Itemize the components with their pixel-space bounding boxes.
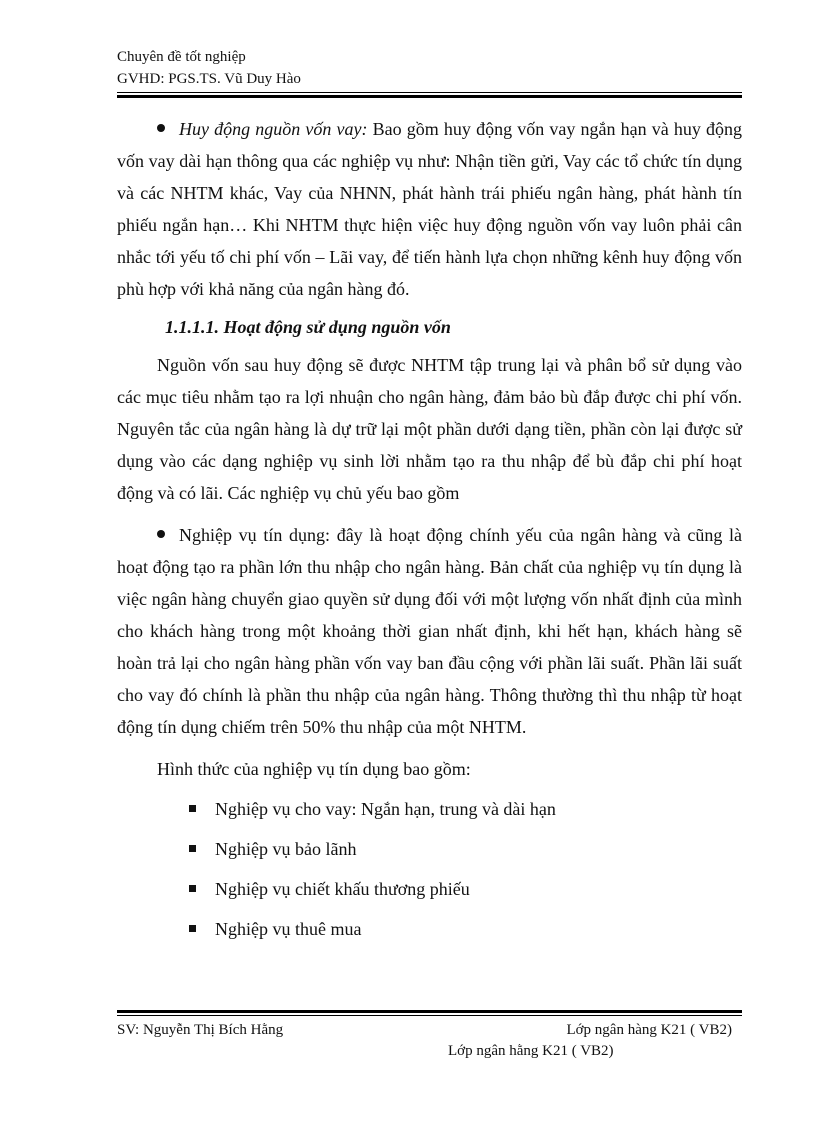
- header-title: Chuyên đề tốt nghiệp: [117, 49, 246, 65]
- paragraph-text: Bao gồm huy động vốn vay ngắn hạn và huy động vốn vay dài hạn thông qua các nghiệp vụ như: Nhận tiền gửi, Vay các tổ chức tín dụng và các NHTM khác, Vay của NHNN, phát hành trái phiếu ngân hàng, phát hành tín phiếu ngắn hạn… Khi NHTM thực hiện việc huy động nguồn vốn vay luôn phải cân nhắc tới yếu tố chi phí vốn – Lãi vay, để tiến hành lựa chọn những kênh huy động vốn phù hợp với khả năng của ngân hàng đó.: [117, 119, 743, 299]
- header-rule-thick: [117, 95, 742, 98]
- credit-forms-list: [117, 797, 742, 941]
- square-bullet-icon: [189, 845, 196, 852]
- header-rule-thin: [117, 92, 742, 93]
- section-heading: 1.1.1.1. Hoạt động sử dụng nguồn vốn: [165, 317, 451, 337]
- page-header: [117, 46, 742, 90]
- paragraph-text: Nghiệp vụ tín dụng: đây là hoạt động chính yếu của ngân hàng và cũng là hoạt động tạo ra phần lớn thu nhập cho ngân hàng. Bản chất của nghiệp vụ tín dụng là việc ngân hàng chuyển giao quyền sử dụng đối với một lượng vốn nhất định của mình cho khách hàng trong một khoảng thời gian nhất định, khi hết hạn, khách hàng sẽ hoàn trả lại cho ngân hàng phần vốn vay ban đầu cộng với phần lãi suất. Phần lãi suất cho vay đó chính là phần thu nhập của ngân hàng. Thông thường thì thu nhập từ hoạt động tín dụng chiếm trên 50% thu nhập của một NHTM.: [117, 525, 742, 737]
- list-item: Nghiệp vụ thuê mua: [189, 917, 742, 941]
- footer-student: SV: Nguyễn Thị Bích Hằng: [117, 1022, 284, 1038]
- paragraph-su-dung-von: Nguồn vốn sau huy động sẽ được NHTM tập trung lại và phân bổ sử dụng vào các mục tiêu nhằm tạo ra lợi nhuận cho ngân hàng, đảm bảo bù đắp được chi phí vốn. Nguyên tắc của ngân hàng là dự trữ lại một phần dưới dạng tiền, phần còn lại được sử dụng vào các dạng nghiệp vụ sinh lời nhằm tạo ra thu nhập để bù đắp chi phí hoạt động và có lãi. Các nghiệp vụ chủ yếu bao gồm: [117, 355, 742, 503]
- footer-class: Lớp ngân hàng K21 ( VB2): [566, 1022, 732, 1038]
- square-bullet-icon: [189, 885, 196, 892]
- paragraph-nghiep-vu-tin-dung: [117, 519, 742, 743]
- list-item: Nghiệp vụ chiết khấu thương phiếu: [189, 877, 742, 901]
- footer-rule-thick: [117, 1010, 742, 1013]
- bullet-icon: [157, 530, 165, 538]
- header-supervisor: GVHD: PGS.TS. Vũ Duy Hào: [117, 71, 301, 87]
- paragraph-hinh-thuc: Hình thức của nghiệp vụ tín dụng bao gồm:: [157, 759, 471, 779]
- list-item: Nghiệp vụ bảo lãnh: [189, 837, 742, 861]
- footer-class-duplicate: Lớp ngân hằng K21 ( VB2): [448, 1043, 614, 1059]
- paragraph-huy-dong-von-vay: [117, 113, 742, 305]
- document-body: [117, 113, 742, 957]
- paragraph-lead: Huy động nguồn vốn vay:: [179, 119, 368, 139]
- footer-rule-thin: [117, 1015, 742, 1016]
- square-bullet-icon: [189, 925, 196, 932]
- bullet-icon: [157, 124, 165, 132]
- square-bullet-icon: [189, 805, 196, 812]
- list-item: Nghiệp vụ cho vay: Ngắn hạn, trung và dài hạn: [189, 797, 742, 821]
